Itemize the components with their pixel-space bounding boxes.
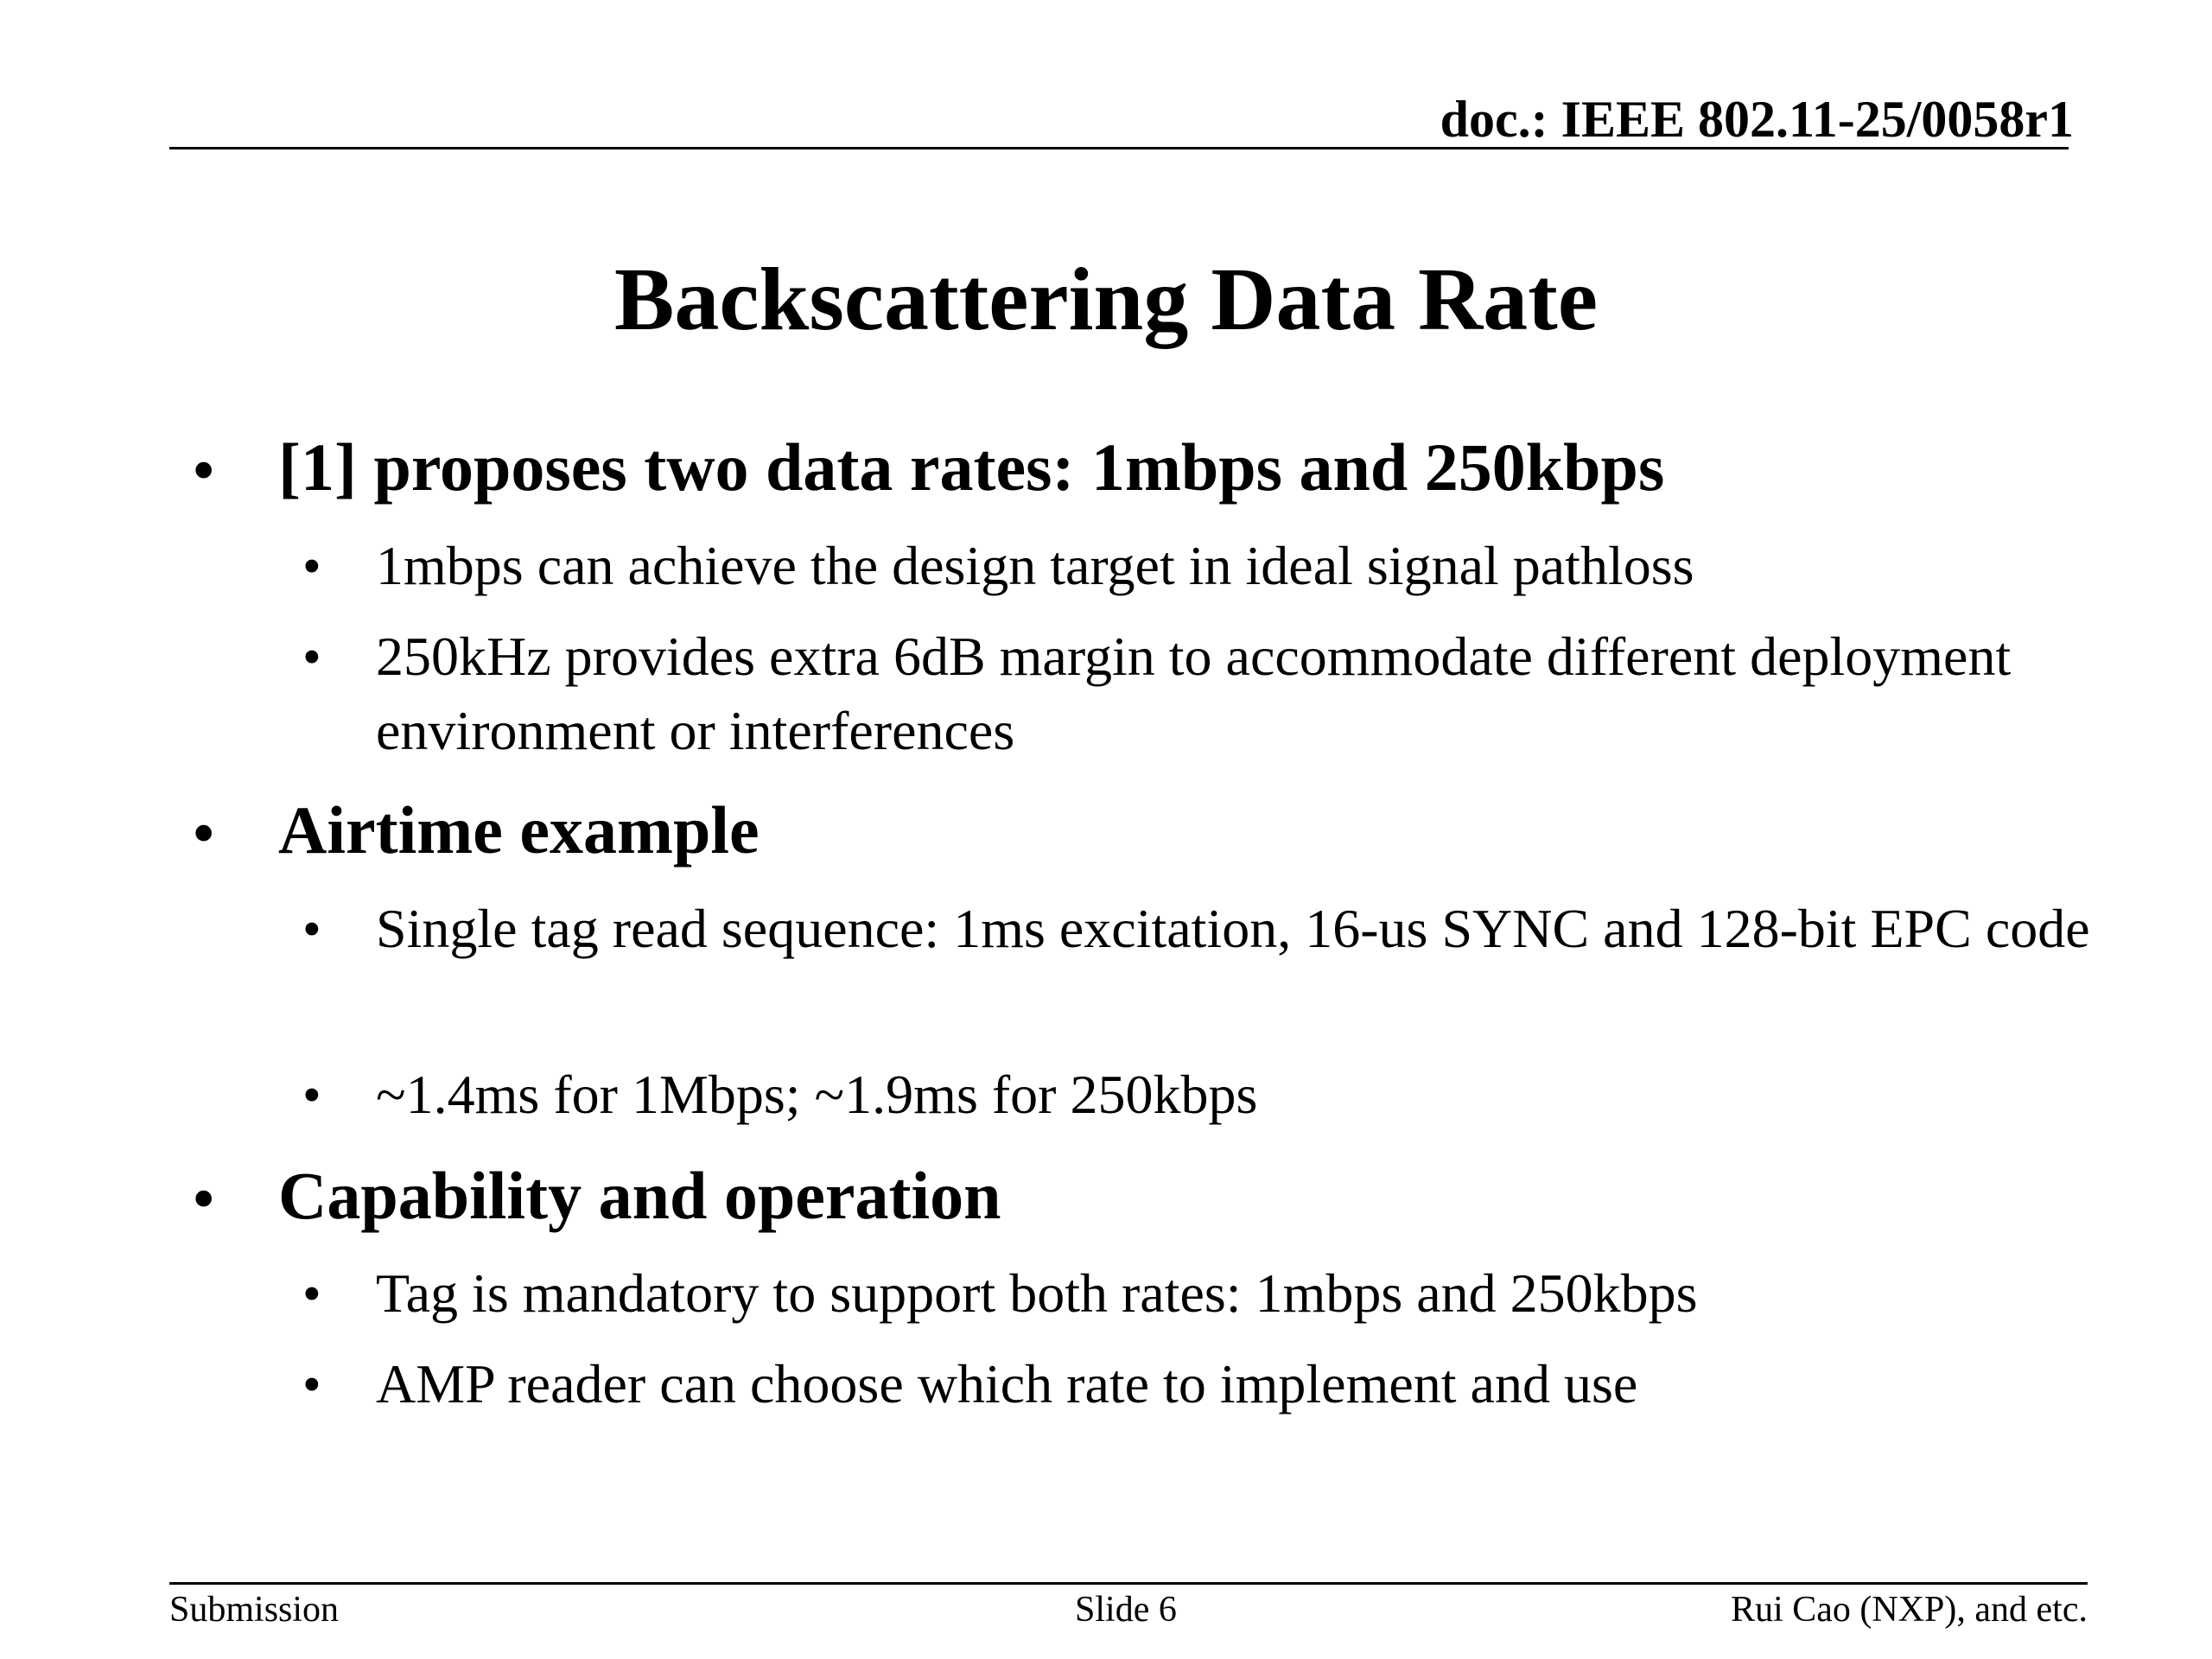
bullet-marker: • xyxy=(302,900,321,959)
section-heading: [1] proposes two data rates: 1mbps and 250kbps xyxy=(278,429,1665,505)
bullet-marker: • xyxy=(192,1160,216,1236)
list-item: Single tag read sequence: 1ms excitation, 16-us SYNC and 128-bit EPC code xyxy=(376,898,2090,959)
section-heading: Airtime example xyxy=(278,792,760,868)
section-heading: Capability and operation xyxy=(278,1158,1001,1233)
bullet-marker: • xyxy=(302,537,321,596)
bullet-marker: • xyxy=(302,1265,321,1324)
footer-slide-number: Slide 6 xyxy=(1075,1590,1177,1630)
header-divider xyxy=(169,147,2069,149)
footer-submission: Submission xyxy=(169,1590,340,1630)
bullet-marker: • xyxy=(192,432,216,507)
list-item: ~1.4ms for 1Mbps; ~1.9ms for 250kbps xyxy=(376,1064,1258,1125)
list-item: 250kHz provides extra 6dB margin to accommodate different deployment environment or interferences xyxy=(376,626,2012,761)
footer-author: Rui Cao (NXP), and etc. xyxy=(1731,1590,2088,1630)
bullet-marker: • xyxy=(192,795,216,870)
bullet-marker: • xyxy=(302,1356,321,1414)
list-item: AMP reader can choose which rate to implement and use xyxy=(376,1353,1638,1414)
footer-divider xyxy=(169,1582,2088,1585)
document-id: doc.: IEEE 802.11-25/0058r1 xyxy=(1440,91,2074,148)
slide-title: Backscattering Data Rate xyxy=(614,250,1598,349)
list-item: 1mbps can achieve the design target in ideal signal pathloss xyxy=(376,535,1694,596)
list-item: Tag is mandatory to support both rates: 1mbps and 250kbps xyxy=(376,1262,1698,1324)
bullet-marker: • xyxy=(302,1066,321,1125)
bullet-marker: • xyxy=(302,628,321,687)
